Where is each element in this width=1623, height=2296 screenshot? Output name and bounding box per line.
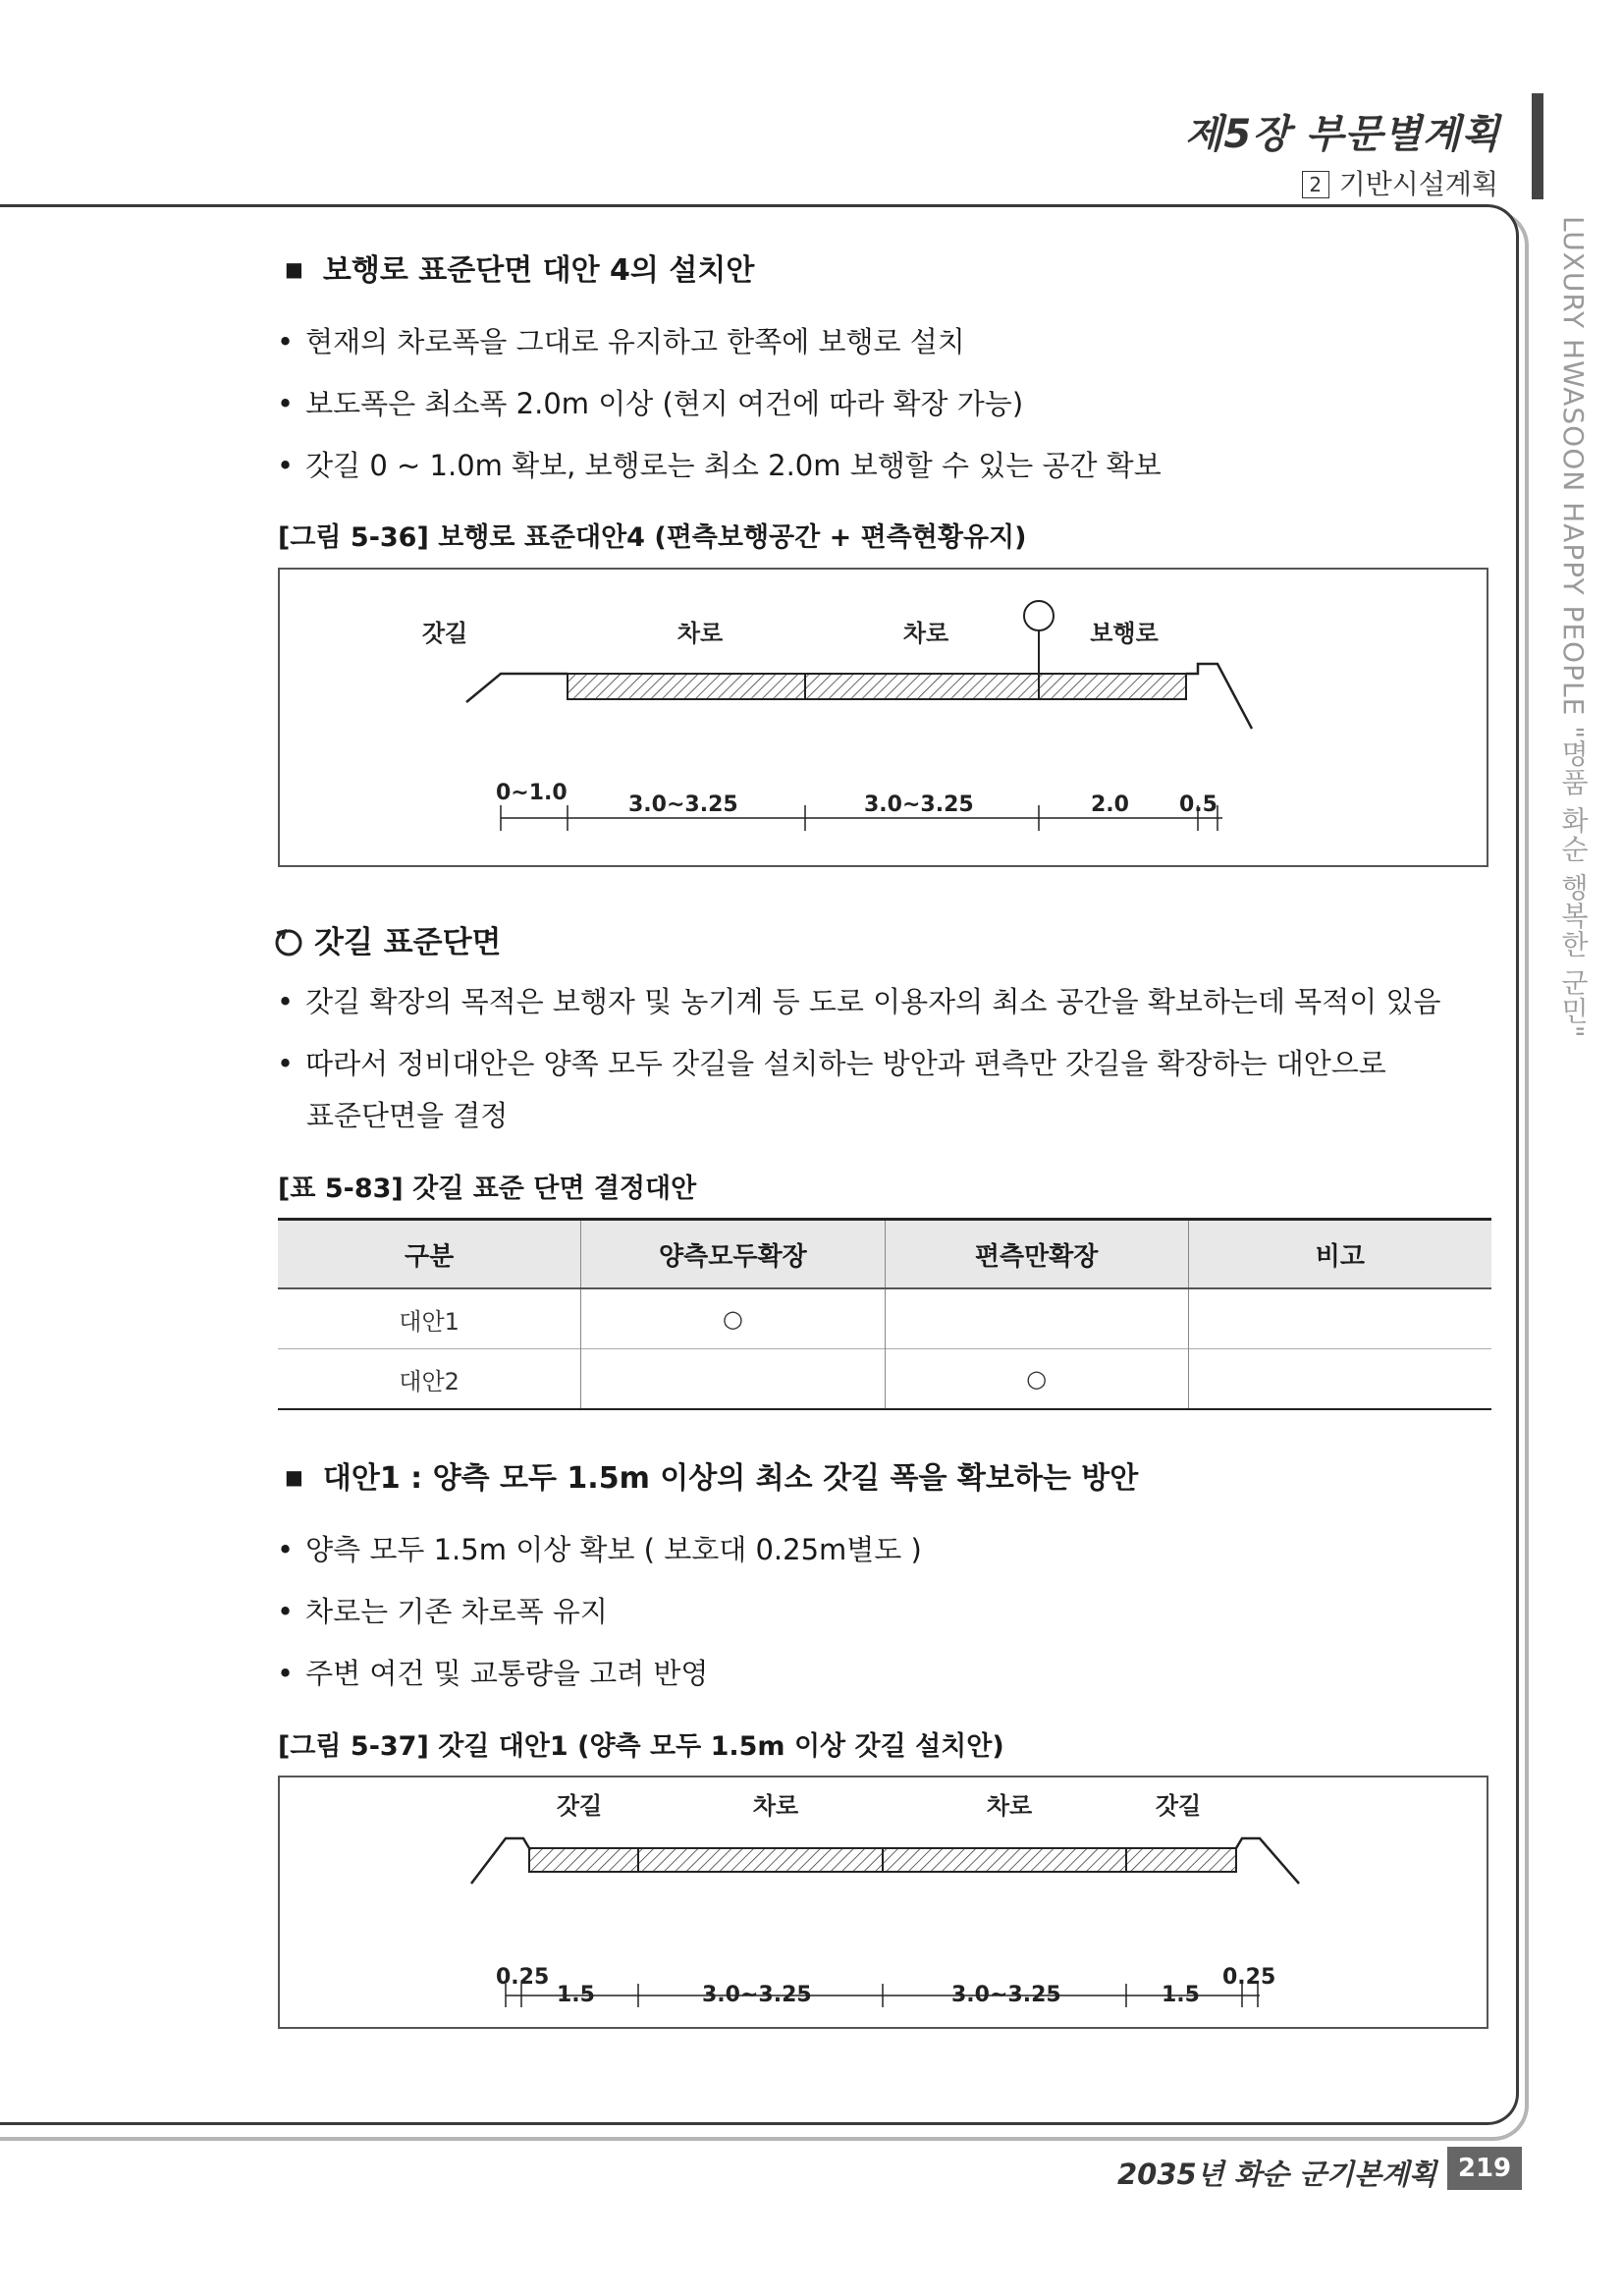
list-item: • 주변 여건 및 교통량을 고려 반영 (277, 1657, 709, 1690)
table-header: 구분 (278, 1221, 581, 1288)
section-number: 2 (1302, 171, 1329, 198)
dim-label: 3.0~3.25 (864, 793, 974, 817)
side-banner: LUXURY HWASOON HAPPY PEOPLE "명품 화순 행복한 군민" (1557, 216, 1590, 1039)
list-item-continuation: 표준단면을 결정 (306, 1099, 509, 1132)
figure-5-36 (278, 568, 1488, 867)
dim-label: 0.25 (1222, 1965, 1276, 1990)
list-item: • 따라서 정비대안은 양쪽 모두 갓길을 설치하는 방안과 편측만 갓길을 확장하는 대안으로 (277, 1047, 1386, 1080)
page-number: 219 (1447, 2147, 1522, 2190)
table-header: 양측모두확장 (581, 1221, 885, 1288)
table-cell (1188, 1288, 1491, 1349)
table-cell (581, 1349, 885, 1409)
table-header: 비고 (1188, 1221, 1491, 1288)
dim-label: 3.0~3.25 (951, 1983, 1061, 2007)
table-cell (885, 1288, 1188, 1349)
pedestrian-sign-icon (1024, 601, 1054, 630)
table-cell (1188, 1349, 1491, 1409)
dim-label: 2.0 (1091, 793, 1129, 817)
label-lane: 차로 (752, 1792, 799, 1820)
pavement (568, 674, 1186, 699)
dim-label: 1.5 (1162, 1983, 1200, 2007)
left-slope (466, 674, 568, 702)
label-shoulder: 갓길 (1155, 1792, 1202, 1820)
footer-title: 2035년 화순 군기본계획 (1116, 2158, 1436, 2191)
right-curb-slope (1186, 664, 1252, 729)
right-curb-slope (1236, 1838, 1299, 1884)
label-lane: 차로 (676, 620, 724, 647)
header-accent-bar (1532, 93, 1543, 199)
section-subtitle (1302, 163, 1498, 202)
square-bullet-icon: ■ (285, 257, 303, 281)
shoulder-table (278, 1218, 1491, 1410)
left-curb-slope (471, 1838, 529, 1884)
table-row (278, 1288, 1491, 1349)
label-shoulder: 갓길 (556, 1792, 603, 1820)
table-row (278, 1349, 1491, 1409)
section1-heading: ■ 보행로 표준단면 대안 4의 설치안 (285, 253, 755, 288)
figure-5-37 (278, 1776, 1488, 2029)
list-item: • 차로는 기존 차로폭 유지 (277, 1595, 608, 1628)
dim-label: 1.5 (557, 1983, 595, 2007)
dim-label: 0.5 (1179, 793, 1217, 817)
circle-arrow-icon (271, 925, 306, 958)
label-shoulder: 갓길 (421, 620, 468, 647)
table-header: 편측만확장 (885, 1221, 1188, 1288)
label-lane: 차로 (986, 1792, 1033, 1820)
section3-heading: ■ 대안1 : 양측 모두 1.5m 이상의 최소 갓길 폭을 확보하는 방안 (285, 1461, 1139, 1496)
list-item: • 갓길 확장의 목적은 보행자 및 농기계 등 도로 이용자의 최소 공간을 확보하는데 목적이 있음 (277, 985, 1441, 1018)
list-item: • 현재의 차로폭을 그대로 유지하고 한쪽에 보행로 설치 (277, 325, 965, 358)
cross-section-diagram (280, 570, 1487, 865)
list-item: • 양측 모두 1.5m 이상 확보 ( 보호대 0.25m별도 ) (277, 1533, 922, 1566)
label-sidewalk: 보행로 (1090, 620, 1159, 647)
figure-caption: [그림 5-37] 갓길 대안1 (양측 모두 1.5m 이상 갓길 설치안) (278, 1731, 1004, 1762)
table-cell: ○ (581, 1288, 885, 1349)
table-cell: 대안2 (278, 1349, 581, 1409)
list-item: • 갓길 0 ~ 1.0m 확보, 보행로는 최소 2.0m 보행할 수 있는 공간 확보 (277, 449, 1162, 482)
dim-label: 0~1.0 (496, 781, 568, 805)
square-bullet-icon: ■ (285, 1465, 303, 1489)
cross-section-diagram (280, 1777, 1487, 2027)
dim-label: 3.0~3.25 (702, 1983, 812, 2007)
table-cell: ○ (885, 1349, 1188, 1409)
table-caption: [표 5-83] 갓길 표준 단면 결정대안 (278, 1174, 697, 1204)
figure-caption: [그림 5-36] 보행로 표준대안4 (편측보행공간 + 편측현황유지) (278, 522, 1027, 553)
dim-label: 0.25 (496, 1965, 550, 1990)
dim-label: 3.0~3.25 (628, 793, 738, 817)
chapter-title: 제5장 부문별계획 (1184, 112, 1500, 157)
section-title: 기반시설계획 (1338, 168, 1498, 200)
label-lane: 차로 (902, 620, 949, 647)
list-item: • 보도폭은 최소폭 2.0m 이상 (현지 여건에 따라 확장 가능) (277, 387, 1024, 420)
table-cell: 대안1 (278, 1288, 581, 1349)
section2-heading: 갓길 표준단면 (271, 917, 501, 961)
